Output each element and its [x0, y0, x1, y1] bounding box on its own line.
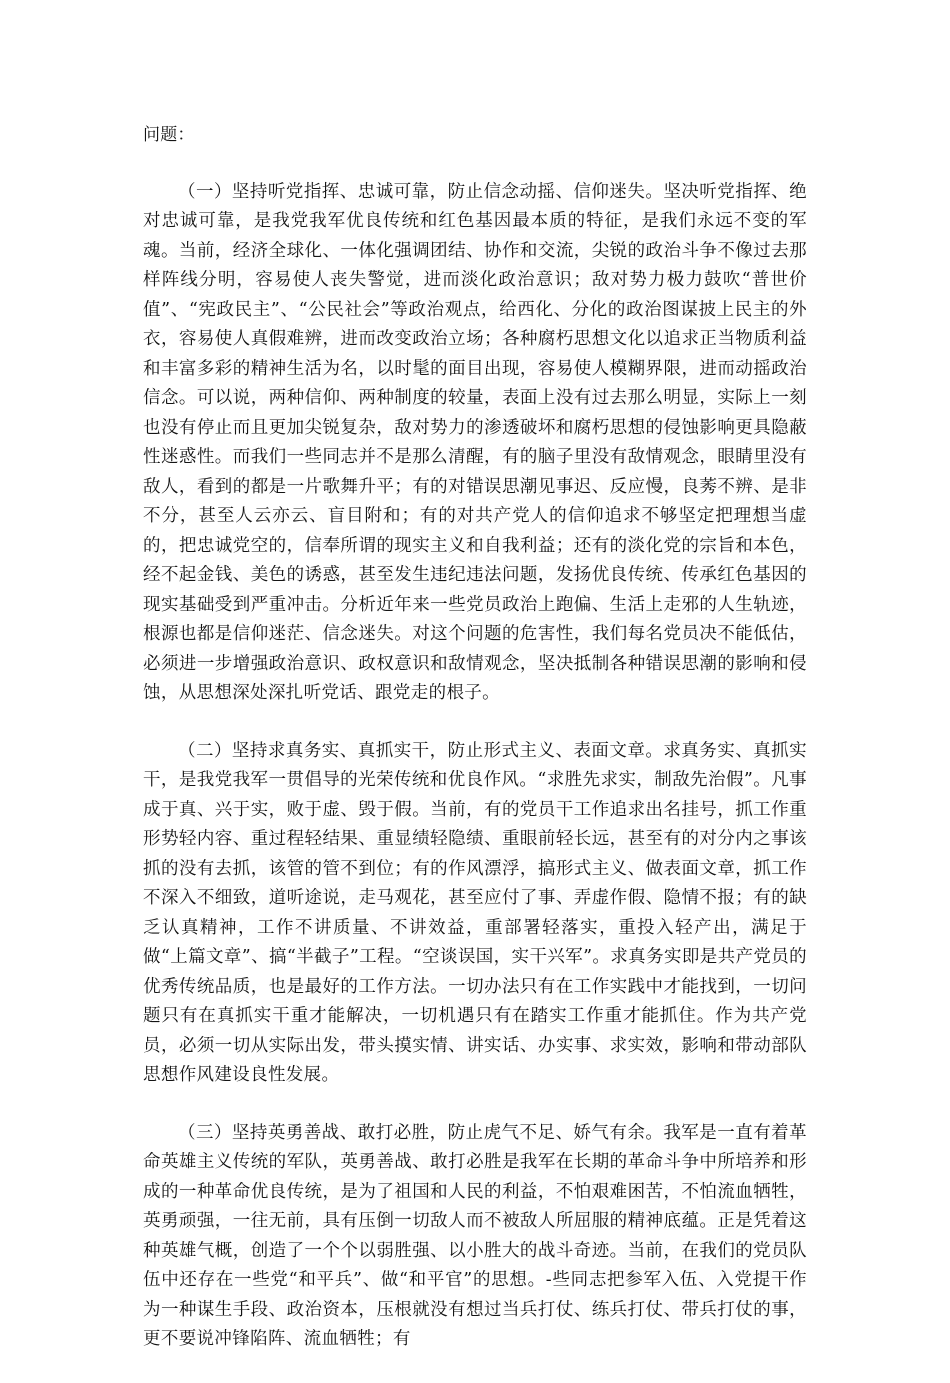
paragraph-3: （三）坚持英勇善战、敢打必胜，防止虎气不足、娇气有余。我军是一直有着革命英雄主义传统的军队，英勇善战、敢打必胜是我军在长期的革命斗争中所培养和形成的一种革命优良传统，是为了祖国和人民的利益，不怕艰难困苦，不怕流血牺牲，英勇顽强，一往无前，具有压倒一切敌人而不被敌人所屈服的精神底蕴。正是凭着这种英雄气概，创造了一个个以弱胜强、以小胜大的战斗奇迹。当前，在我们的党员队伍中还存在一些党“和平兵”、做“和平官”的思想。-些同志把参军入伍、入党提干作为一种谋生手段、政治资本，压根就没有想过当兵打仗、练兵打仗、带兵打仗的事，更不要说冲锋陷阵、流血牺牲；有 [143, 1122, 807, 1349]
lead-line: 问题： [143, 125, 195, 145]
document-body [143, 121, 807, 1383]
paragraph-1: （一）坚持听党指挥、忠诚可靠，防止信念动摇、信仰迷失。坚决听党指挥、绝对忠诚可靠，是我党我军优良传统和红色基因最本质的特征，是我们永远不变的军魂。当前，经济全球化、一体化强调团结、协作和交流，尖锐的政治斗争不像过去那样阵线分明，容易使人丧失警觉，进而淡化政治意识；敌对势力极力鼓吹“普世价值”、“宪政民主”、“公民社会”等政治观点，给西化、分化的政治图谋披上民主的外衣，容易使人真假难辨，进而改变政治立场；各种腐朽思想文化以追求正当物质利益和丰富多彩的精神生活为名，以时髦的面目出现，容易使人模糊界限，进而动摇政治信念。可以说，两种信仰、两种制度的较量，表面上没有过去那么明显，实际上一刻也没有停止而且更加尖锐复杂，敌对势力的渗透破坏和腐朽思想的侵蚀影响更具隐蔽性迷惑性。而我们一些同志并不是那么清醒，有的脑子里没有敌情观念，眼睛里没有敌人，看到的都是一片歌舞升平；有的对错误思潮见事迟、反应慢，良莠不辨、是非不分，甚至人云亦云、盲目附和；有的对共产党人的信仰追求不够坚定把理想当虚的，把忠诚党空的，信奉所谓的现实主义和自我利益；还有的淡化党的宗旨和本色，经不起金钱、美色的诱惑，甚至发生违纪违法问题，发扬优良传统、传承红色基因的现实基础受到严重冲击。分析近年来一些党员政治上跑偏、生活上走邪的人生轨迹，根源也都是信仰迷茫、信念迷失。对这个问题的危害性，我们每名党员决不能低估，必须进一步增强政治意识、政权意识和敌情观念，坚决抵制各种错误思潮的影响和侵蚀，从思想深处深扎听党话、跟党走的根子。 [143, 181, 807, 703]
paragraph-2: （二）坚持求真务实、真抓实干，防止形式主义、表面文章。求真务实、真抓实干，是我党我军一贯倡导的光荣传统和优良作风。“求胜先求实，制敌先治假”。凡事成于真、兴于实，败于虚、毁于假。当前，有的党员干工作追求出名挂号，抓工作重形势轻内容、重过程轻结果、重显绩轻隐绩、重眼前轻长远，甚至有的对分内之事该抓的没有去抓，该管的管不到位；有的作风漂浮，搞形式主义、做表面文章，抓工作不深入不细致，道听途说，走马观花，甚至应付了事、弄虚作假、隐情不报；有的缺乏认真精神，工作不讲质量、不讲效益，重部署轻落实，重投入轻产出，满足于做“上篇文章”、搞“半截子”工程。“空谈误国，实干兴军”。求真务实即是共产党员的优秀传统品质，也是最好的工作方法。一切办法只有在工作实践中才能找到，一切问题只有在真抓实干重才能解决，一切机遇只有在踏实工作重才能抓住。作为共产党员，必须一切从实际出发，带头摸实情、讲实话、办实事、求实效，影响和带动部队思想作风建设良性发展。 [143, 740, 807, 1085]
